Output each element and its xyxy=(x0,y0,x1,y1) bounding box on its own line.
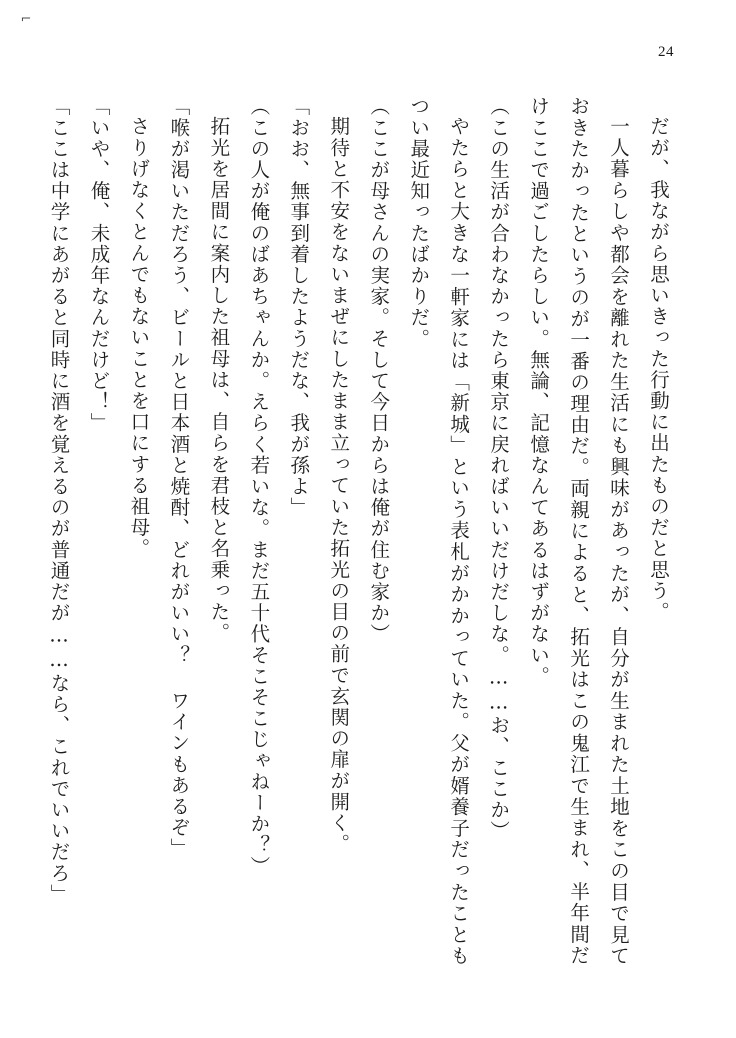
paragraph-11: さりげなくとんでもないことを口にする祖母。 xyxy=(127,115,151,559)
paragraph-13: 「ここは中学にあがると同時に酒を覚えるのが普通だが……なら、これでいいだろ」 xyxy=(47,96,71,905)
paragraph-12: 「いや、俺、未成年なんだけど！」 xyxy=(87,96,111,434)
paragraph-6: 期待と不安をないまぜにしたまま立っていた拓光の目の前で玄関の扉が開く。 xyxy=(327,115,351,854)
paragraph-10: 「喉が渇いただろう、ビールと日本酒と焼酎、どれがいい？ ワインもあるぞ」 xyxy=(167,96,191,860)
paragraph-5: （ここが母さんの実家。そして今日からは俺が住む家か） xyxy=(367,96,391,645)
vertical-body-text xyxy=(47,96,678,966)
corner-decoration-mark: ⌐ xyxy=(20,12,32,27)
paragraph-1: だが、我ながら思いきった行動に出たものだと思う。 xyxy=(647,115,670,622)
paragraph-7: 「おお、無事到着したようだな、我が孫よ」 xyxy=(287,96,311,518)
paragraph-2: 一人暮らしや都会を離れた生活にも興味があったが、自分が生まれた土地をこの目で見ておきたかったというのが一番の理由だ。両親によると、拓光はこの鬼江で生まれ、半年間だけここで過ごしたらしい。無論、記憶なんてあるはずがない。 xyxy=(527,96,631,966)
paragraph-3: （この生活が合わなかったら東京に戻ればいいだけだしな。……お、ここか） xyxy=(487,96,511,842)
page-number: 24 xyxy=(658,44,674,60)
paragraph-9: 拓光を居間に案内した祖母は、自らを君枝と名乗った。 xyxy=(207,115,231,643)
paragraph-8: （この人が俺のばあちゃんか。えらく若いな。まだ五十代そこそこじゃねーか？） xyxy=(247,96,271,877)
paragraph-4: やたらと大きな一軒家には「新城」という表札がかかっていた。父が婿養子だったこともつい最近知ったばかりだ。 xyxy=(407,96,471,966)
